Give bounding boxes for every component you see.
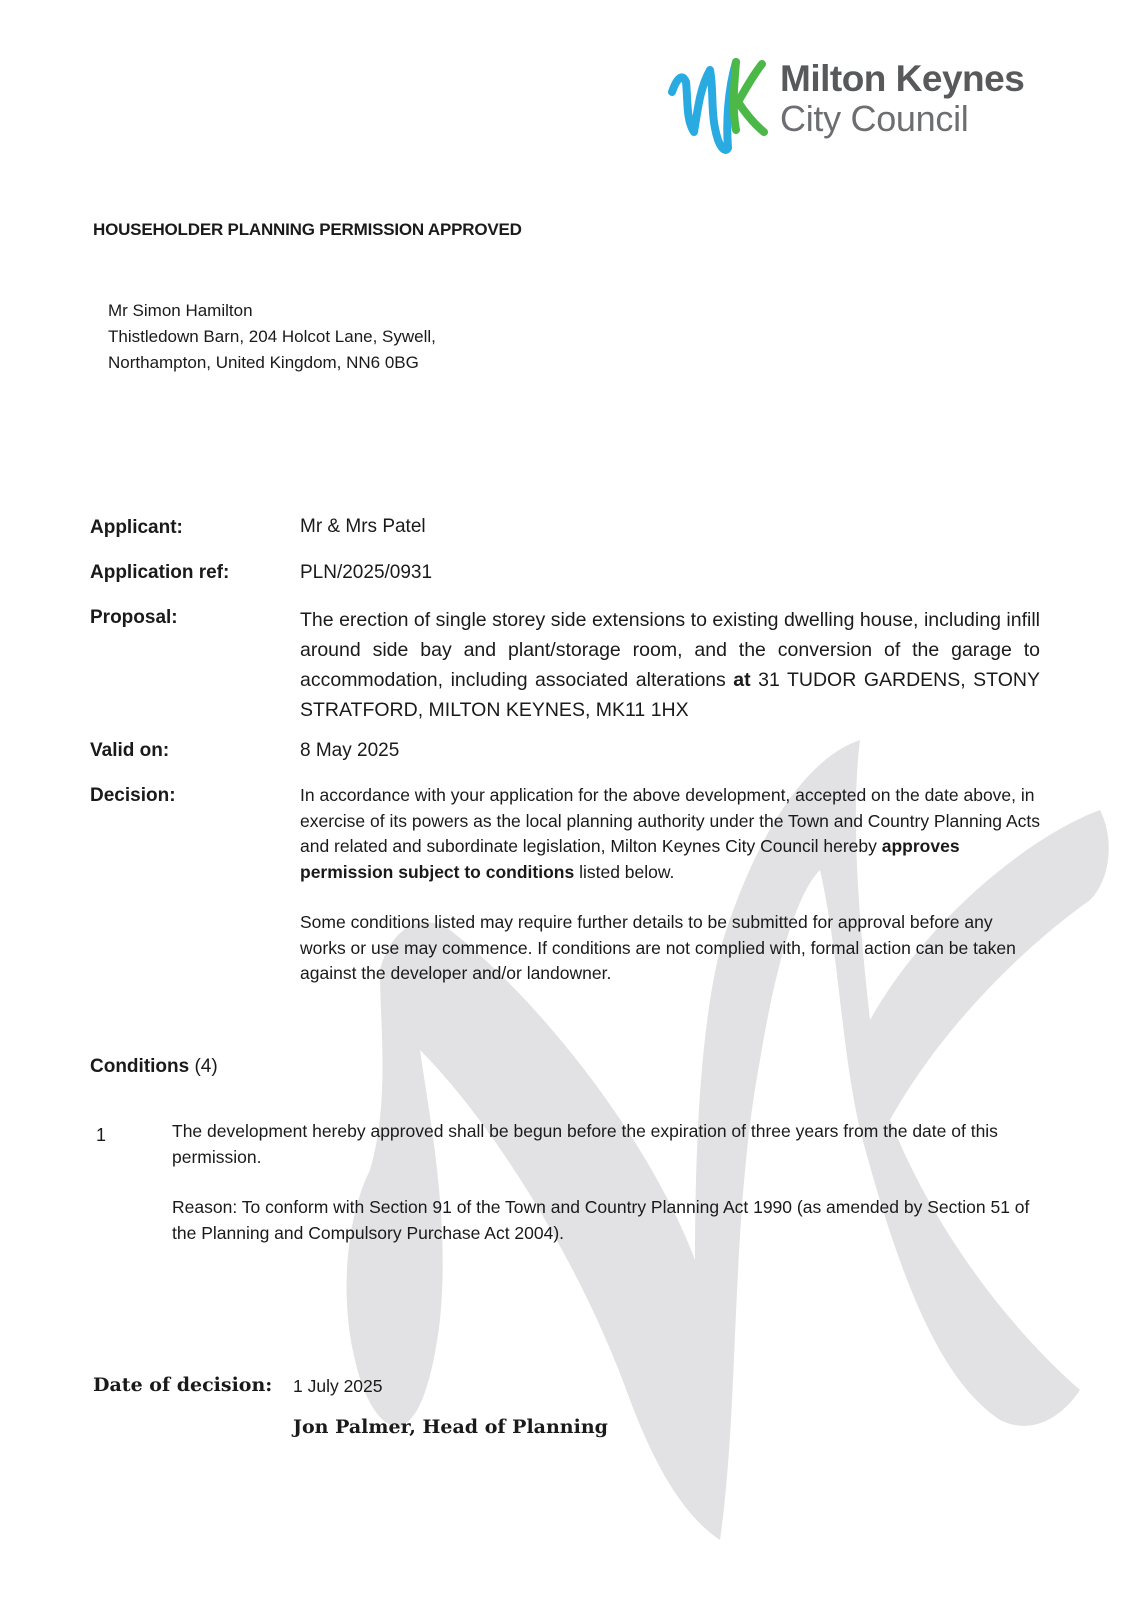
decision-label: Decision: bbox=[90, 785, 176, 806]
decision-para1-start: In accordance with your application for the above development, accepted on the date above, in exercise of its powers as the local planning authority under the Town and Country Planning Acts and related and subordinate legislation, Milton Keynes City Council hereby bbox=[300, 785, 1040, 856]
decision-paragraph-1 bbox=[300, 783, 1042, 885]
recipient-address-line1: Thistledown Barn, 204 Holcot Lane, Sywell, bbox=[108, 327, 436, 346]
recipient-address-line2: Northampton, United Kingdom, NN6 0BG bbox=[108, 353, 419, 372]
conditions-count: (4) bbox=[194, 1056, 218, 1077]
logo-text-line1: Milton Keynes bbox=[780, 58, 1025, 99]
proposal-text: The erection of single storey side extensions to existing dwelling house, including infill around side bay and plant/storage room, and the conversion of the garage to accommodation, including associated alterations bbox=[300, 609, 1040, 691]
decision-para1-end: listed below. bbox=[579, 861, 675, 882]
proposal-label: Proposal: bbox=[90, 607, 178, 628]
decision-text bbox=[300, 783, 1042, 1012]
date-of-decision-value: 1 July 2025 bbox=[293, 1376, 383, 1396]
recipient-name: Mr Simon Hamilton bbox=[108, 301, 253, 320]
decision-paragraph-2: Some conditions listed may require further details to be submitted for approval before any works or use may commence. If conditions are not complied with, formal action can be taken against the developer and/or landowner. bbox=[300, 912, 1016, 983]
applicant-label: Applicant: bbox=[90, 517, 183, 538]
recipient-address bbox=[108, 298, 436, 376]
valid-on-label: Valid on: bbox=[90, 740, 170, 761]
decision-para1-bold: approves permission subject to conditions bbox=[300, 836, 960, 882]
council-name bbox=[780, 60, 1024, 137]
mk-logo-mark-icon bbox=[668, 52, 768, 156]
application-ref-value: PLN/2025/0931 bbox=[300, 562, 433, 583]
date-of-decision-label: Date of decision: bbox=[93, 1374, 273, 1396]
conditions-heading-label: Conditions bbox=[90, 1056, 190, 1077]
document-title: HOUSEHOLDER PLANNING PERMISSION APPROVED bbox=[93, 220, 522, 239]
proposal-at: at bbox=[733, 669, 751, 691]
signatory: Jon Palmer, Head of Planning bbox=[293, 1416, 608, 1438]
proposal-site: 31 TUDOR GARDENS, STONY STRATFORD, MILTON KEYNES, MK11 1HX bbox=[300, 669, 1040, 721]
application-ref-label: Application ref: bbox=[90, 562, 230, 583]
valid-on-value: 8 May 2025 bbox=[300, 740, 400, 761]
proposal-value bbox=[300, 605, 1040, 725]
applicant-value: Mr & Mrs Patel bbox=[300, 516, 426, 537]
logo-text-line2: City Council bbox=[780, 98, 969, 139]
conditions-heading bbox=[90, 1056, 218, 1078]
condition-number: 1 bbox=[96, 1125, 107, 1145]
condition-text: The development hereby approved shall be begun before the expiration of three years from the date of this permission. bbox=[172, 1121, 998, 1167]
condition-item bbox=[172, 1118, 1042, 1270]
council-logo bbox=[668, 52, 1048, 162]
condition-reason: Reason: To conform with Section 91 of the Town and Country Planning Act 1990 (as amended by Section 51 of the Planning and Compulsory Purchase Act 2004). bbox=[172, 1197, 1030, 1243]
